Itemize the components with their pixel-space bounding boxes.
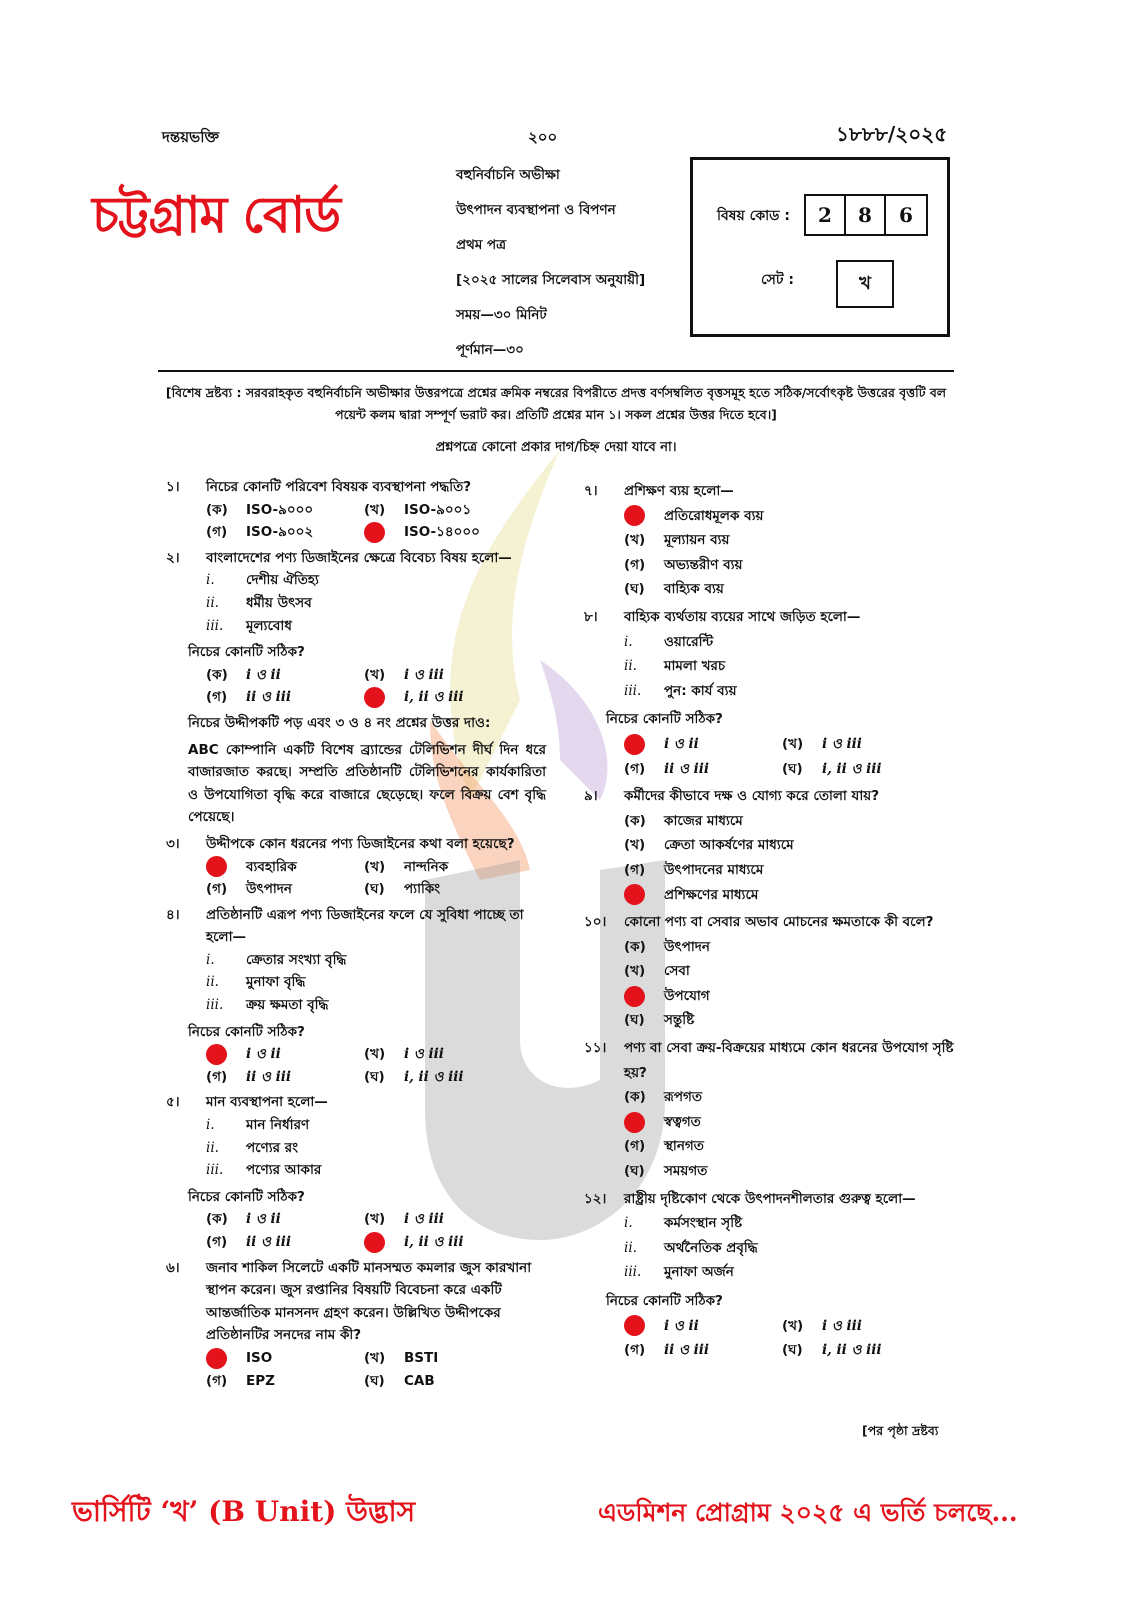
option-text: i ও iii — [822, 1317, 862, 1334]
question-text: প্রশিক্ষণ ব্যয় হলো— — [624, 483, 734, 499]
statement-text: ক্রেতার সংখ্যা বৃদ্ধি — [246, 951, 347, 968]
filled-answer-circle-icon — [624, 986, 645, 1007]
option-text: সেবা — [664, 963, 690, 980]
option-label: (গ) — [206, 689, 228, 706]
statement-item — [166, 1114, 546, 1137]
statement-text: পণ্যের আকার — [246, 1162, 322, 1179]
subject-name: উৎপাদন ব্যবস্থাপনা ও বিপণন — [456, 202, 616, 218]
question-text: নিচের কোনটি পরিবেশ বিষয়ক ব্যবস্থাপনা পদ্ধতি? — [206, 479, 472, 495]
answer-option — [624, 1159, 959, 1184]
answer-option — [624, 1085, 959, 1110]
option-label: (ক) — [624, 812, 646, 829]
option-text: i ও ii — [246, 1046, 281, 1063]
option-label: (খ) — [364, 1046, 386, 1063]
question-text: প্রতিষ্ঠানটি এরূপ পণ্য ডিজাইনের ফলে যে সুবিধা পাচ্ছে তা হলো— — [206, 906, 524, 946]
option-text: i, ii ও iii — [822, 1342, 882, 1359]
code-digit: 8 — [846, 196, 886, 234]
question-text: কোনো পণ্য বা সেবার অভাব মোচনের ক্ষমতাকে কী বলে? — [624, 914, 934, 931]
no-mark-warning: প্রশ্নপত্রে কোনো প্রকার দাগ/চিহ্ন দেয়া যাবে না। — [435, 440, 677, 455]
answer-option — [624, 528, 959, 553]
paper-part: প্রথম পত্র — [456, 237, 507, 253]
option-label: (গ) — [624, 760, 646, 777]
statement-text: মামলা খরচ — [664, 658, 726, 675]
question-stem — [166, 833, 546, 856]
exam-type: বহুনির্বাচনি অভীক্ষা — [456, 167, 560, 183]
option-text: মূল্যায়ন ব্যয় — [664, 532, 730, 549]
option-label: (গ) — [206, 881, 228, 898]
statement-numeral: i. — [206, 1117, 215, 1134]
question — [584, 784, 959, 907]
statement-item — [584, 1236, 959, 1261]
syllabus-note: [২০২৫ সালের সিলেবাস অনুযায়ী] — [456, 272, 646, 288]
answer-option — [206, 664, 364, 687]
question-number: ৩। — [166, 835, 180, 852]
question-number: ১০। — [584, 914, 607, 931]
question-stem — [584, 1036, 959, 1085]
statement-item — [166, 994, 546, 1017]
question-text: বাংলাদেশের পণ্য ডিজাইনের ক্ষেত্রে বিবেচ্য বিষয় হলো— — [206, 549, 512, 566]
filled-answer-circle-icon — [206, 1348, 227, 1369]
question-number: ৪। — [166, 906, 180, 923]
answer-option-correct — [364, 521, 546, 544]
answer-option — [782, 732, 959, 757]
question — [166, 833, 546, 901]
subject-code-box — [690, 157, 950, 337]
option-text: ISO — [246, 1349, 273, 1366]
statement-numeral: i. — [624, 633, 633, 650]
option-label: (ঘ) — [624, 581, 645, 598]
page-code: ২০০ — [528, 128, 558, 146]
option-label: (খ) — [782, 735, 804, 752]
set-label: সেট : — [761, 272, 795, 288]
question-stem — [166, 904, 546, 949]
statement-item — [166, 971, 546, 994]
subject-code-digits — [804, 194, 928, 236]
statement-item — [584, 630, 959, 655]
option-label: (ঘ) — [624, 1012, 645, 1029]
answer-option — [206, 1066, 364, 1089]
option-text: ব্যবহারিক — [246, 858, 297, 875]
answer-option — [206, 1231, 364, 1254]
paper-number: ১৮৮৮/২০২৫ — [836, 122, 948, 146]
option-label: (গ) — [624, 1342, 646, 1359]
answer-option — [364, 1347, 546, 1370]
answer-option — [624, 935, 959, 960]
option-text: i ও iii — [404, 1046, 444, 1063]
statement-numeral: ii. — [624, 1239, 637, 1256]
statement-item — [584, 1260, 959, 1285]
option-label: (ঘ) — [782, 1342, 803, 1359]
answer-option — [624, 1134, 959, 1159]
option-text: i ও iii — [404, 1211, 444, 1228]
option-text: প্যাকিং — [404, 881, 441, 898]
option-label: (গ) — [624, 556, 646, 573]
option-text: i ও ii — [664, 1317, 699, 1334]
option-label: (ক) — [624, 938, 646, 955]
statement-text: ওয়ারেন্টি — [664, 633, 714, 650]
answer-options — [584, 732, 959, 781]
which-correct-prompt: নিচের কোনটি সঠিক? — [606, 1293, 723, 1309]
answer-options — [166, 856, 546, 901]
question-number: ৮। — [584, 608, 598, 625]
question-number: ৬। — [166, 1259, 180, 1276]
option-text: ISO-৯০০০ — [246, 501, 314, 518]
option-label: (গ) — [206, 1372, 228, 1389]
option-text: সময়গত — [664, 1163, 708, 1180]
statement-item — [166, 592, 546, 615]
option-text: ISO-৯০০১ — [404, 501, 472, 518]
option-label: (খ) — [624, 963, 646, 980]
statement-numeral: ii. — [206, 974, 219, 991]
question-text: উদ্দীপকে কোন ধরনের পণ্য ডিজাইনের কথা বলা হয়েছে? — [206, 835, 515, 852]
filled-answer-circle-icon — [206, 1044, 227, 1065]
which-correct-prompt: নিচের কোনটি সঠিক? — [188, 644, 305, 661]
footer-left-promo: ভার্সিটি ‘খ’ (B Unit) উদ্ভাস — [72, 1495, 416, 1528]
option-label: (খ) — [364, 1349, 386, 1366]
statement-item — [166, 569, 546, 592]
question — [166, 1091, 546, 1253]
statement-text: পণ্যের রং — [246, 1139, 299, 1156]
statement-numeral: iii. — [206, 617, 224, 634]
answer-option-correct — [364, 1231, 546, 1254]
filled-answer-circle-icon — [364, 1232, 385, 1253]
option-label: (গ) — [624, 1138, 646, 1155]
option-text: উৎপাদন — [664, 938, 710, 955]
filled-answer-circle-icon — [624, 1112, 645, 1133]
statement-text: ধর্মীয় উৎসব — [246, 594, 312, 611]
option-label: (ঘ) — [624, 1163, 645, 1180]
option-text: ii ও iii — [664, 760, 709, 777]
full-marks: পূর্ণমান—৩০ — [456, 342, 524, 358]
option-text: উৎপাদনের মাধ্যমে — [664, 861, 764, 878]
header-left-text: দন্তয়ভক্তি — [162, 128, 220, 146]
question — [166, 547, 546, 709]
statement-item — [584, 654, 959, 679]
option-text: ISO-৯০০২ — [246, 524, 314, 541]
option-text: ii ও iii — [246, 1068, 291, 1085]
statement-numeral: ii. — [624, 658, 637, 675]
question-stem — [166, 1091, 546, 1114]
statement-numeral: iii. — [624, 1264, 642, 1281]
statement-item — [584, 1211, 959, 1236]
board-title: চট্টগ্রাম বোর্ড — [92, 185, 341, 244]
question-stem — [584, 784, 959, 809]
answer-option — [206, 686, 364, 709]
statement-text: ক্রয় ক্ষমতা বৃদ্ধি — [246, 997, 329, 1014]
answer-option-correct — [206, 1043, 364, 1066]
option-text: i ও ii — [246, 1211, 281, 1228]
question-number: ১১। — [584, 1040, 607, 1057]
answer-options — [166, 499, 546, 544]
question-text: বাহ্যিক ব্যর্থতায় ব্যয়ের সাথে জড়িত হলো— — [624, 608, 861, 625]
answer-option — [782, 1338, 959, 1363]
option-text: প্রশিক্ষণের মাধ্যমে — [664, 886, 759, 903]
statement-text: পুন: কার্য ব্যয় — [664, 682, 737, 699]
answer-options — [584, 809, 959, 907]
statement-text: মুনাফা অর্জন — [664, 1264, 734, 1281]
option-text: কাজের মাধ্যমে — [664, 812, 743, 829]
which-correct-prompt: নিচের কোনটি সঠিক? — [606, 711, 723, 728]
answer-option — [364, 664, 546, 687]
answer-option — [624, 1008, 959, 1033]
filled-answer-circle-icon — [624, 1315, 645, 1336]
statement-numeral: iii. — [624, 682, 642, 699]
answer-options — [166, 1043, 546, 1088]
answer-option-correct — [624, 883, 959, 908]
question — [584, 605, 959, 781]
filled-answer-circle-icon — [624, 884, 645, 905]
option-label: (গ) — [206, 524, 228, 541]
option-label: (ঘ) — [782, 760, 803, 777]
option-text: i, ii ও iii — [822, 760, 882, 777]
answer-option — [364, 1370, 546, 1393]
question-text: মান ব্যবস্থাপনা হলো— — [206, 1094, 328, 1111]
option-text: ii ও iii — [246, 689, 291, 706]
option-text: i ও iii — [404, 666, 444, 683]
answer-options — [584, 504, 959, 602]
option-label: (গ) — [206, 1068, 228, 1085]
answer-option — [364, 856, 546, 879]
question-stem — [166, 547, 546, 570]
stimulus-intro: নিচের উদ্দীপকটি পড় এবং ৩ ও ৪ নং প্রশ্নের উত্তর দাও: — [188, 714, 491, 731]
statement-text: মুনাফা বৃদ্ধি — [246, 974, 306, 991]
option-label: (ক) — [206, 501, 228, 518]
answer-option — [206, 499, 364, 522]
option-label: (খ) — [782, 1317, 804, 1334]
answer-options — [166, 1208, 546, 1253]
option-text: রূপগত — [664, 1089, 702, 1106]
statement-item — [584, 679, 959, 704]
option-text: স্বত্বগত — [664, 1113, 701, 1130]
option-text: CAB — [404, 1372, 435, 1389]
option-label: (খ) — [364, 666, 386, 683]
option-label: (ঘ) — [364, 1068, 385, 1085]
option-label: (খ) — [364, 858, 386, 875]
question-number: ৯। — [584, 788, 598, 805]
option-label: (ক) — [206, 1211, 228, 1228]
option-text: প্রতিরোধমূলক ব্যয় — [664, 507, 764, 524]
statement-item — [166, 949, 546, 972]
option-text: BSTI — [404, 1349, 439, 1366]
answer-option-correct — [624, 984, 959, 1009]
exam-info — [456, 164, 645, 374]
statement-numeral: i. — [624, 1215, 633, 1232]
option-text: i, ii ও iii — [404, 1068, 464, 1085]
option-text: EPZ — [246, 1372, 275, 1389]
question — [584, 479, 959, 602]
question-text: কর্মীদের কীভাবে দক্ষ ও যোগ্য করে তোলা যায়? — [624, 788, 880, 805]
option-text: ii ও iii — [246, 1234, 291, 1250]
special-instruction: [বিশেষ দ্রষ্টব্য : সরবরাহকৃত বহুনির্বাচনি অভীক্ষার উত্তরপত্রে প্রশ্নের ক্রমিক নম্বরের বিপরীতে প্রদত্ত বর্ণসম্বলিত বৃত্তসমূহ হতে সঠিক/সর্বোৎকৃষ্ট উত্তরের বৃত্তটি বল পয়েন্ট কলম দ্বারা সম্পূর্ণ ভরাট কর। প্রতিটি প্রশ্নের মান ১। সকল প্রশ্নের উত্তর দিতে হবে।] — [165, 385, 947, 422]
filled-answer-circle-icon — [364, 522, 385, 543]
question-stem — [584, 1187, 959, 1212]
answer-option — [364, 1043, 546, 1066]
answer-options — [584, 935, 959, 1033]
option-label: (ক) — [624, 1089, 646, 1106]
option-text: i ও ii — [664, 735, 699, 752]
answer-option — [364, 1208, 546, 1231]
code-digit: 2 — [806, 196, 846, 234]
question — [584, 910, 959, 1033]
answer-option — [624, 1338, 782, 1363]
question-number: ১২। — [584, 1190, 607, 1207]
answer-option-correct — [624, 732, 782, 757]
answer-option — [782, 1314, 959, 1339]
answer-option — [206, 1208, 364, 1231]
option-label: (গ) — [624, 861, 646, 878]
statement-numeral: ii. — [206, 594, 219, 611]
statement-text: মান নির্ধারণ — [246, 1117, 310, 1134]
answer-option-correct — [624, 504, 959, 529]
question-number: ৫। — [166, 1094, 180, 1111]
filled-answer-circle-icon — [364, 687, 385, 708]
question-number: ১। — [166, 479, 180, 495]
answer-option — [206, 878, 364, 901]
option-text: উপযোগ — [664, 987, 710, 1004]
answer-option — [364, 878, 546, 901]
statement-numeral: iii. — [206, 1162, 224, 1179]
answer-option — [624, 809, 959, 834]
answer-option-correct — [206, 1347, 364, 1370]
answer-option — [364, 499, 546, 522]
option-text: i ও iii — [822, 735, 862, 752]
which-correct-prompt: নিচের কোনটি সঠিক? — [188, 1188, 305, 1205]
question-text: রাষ্ট্রীয় দৃষ্টিকোণ থেকে উৎপাদনশীলতার গুরুত্ব হলো— — [624, 1190, 916, 1207]
option-text: বাহ্যিক ব্যয় — [664, 581, 724, 598]
option-text: ISO-১৪০০০ — [404, 524, 480, 541]
filled-answer-circle-icon — [206, 856, 227, 877]
option-text: i ও ii — [246, 666, 281, 683]
statement-item — [166, 1159, 546, 1182]
question-stem — [584, 479, 959, 504]
statement-text: দেশীয় ঐতিহ্য — [246, 572, 319, 589]
answer-options — [584, 1314, 959, 1363]
answer-options — [166, 1347, 546, 1392]
code-digit: 6 — [899, 203, 913, 227]
statement-item — [166, 615, 546, 638]
answer-options — [584, 1085, 959, 1183]
answer-option — [206, 1370, 364, 1393]
statement-text: অর্থনৈতিক প্রবৃদ্ধি — [664, 1239, 758, 1256]
next-page-note: [পর পৃষ্ঠা দ্রষ্টব্য — [862, 1423, 939, 1438]
option-text: নান্দনিক — [404, 858, 449, 875]
option-label: (ক) — [206, 666, 228, 683]
option-text: অভ্যন্তরীণ ব্যয় — [664, 556, 743, 573]
option-label: (খ) — [624, 532, 646, 549]
option-label: (খ) — [364, 501, 386, 518]
statement-numeral: i. — [206, 572, 215, 589]
answer-option — [206, 521, 364, 544]
which-correct-prompt: নিচের কোনটি সঠিক? — [188, 1023, 305, 1040]
question — [584, 1036, 959, 1184]
answer-option — [624, 858, 959, 883]
statement-numeral: i. — [206, 951, 215, 968]
statement-numeral: iii. — [206, 997, 224, 1014]
answer-option — [624, 959, 959, 984]
answer-option-correct — [624, 1110, 959, 1135]
question-stem — [166, 476, 546, 499]
question-number: ২। — [166, 549, 180, 566]
answer-option — [624, 553, 959, 578]
answer-option-correct — [624, 1314, 782, 1339]
answer-options — [166, 664, 546, 709]
question-text: পণ্য বা সেবা ক্রয়-বিক্রয়ের মাধ্যমে কোন ধরনের উপযোগ সৃষ্টি হয়? — [624, 1040, 954, 1081]
question — [166, 476, 546, 544]
answer-option — [624, 757, 782, 782]
option-text: ক্রেতা আকর্ষণের মাধ্যমে — [664, 837, 794, 854]
left-column — [166, 476, 546, 1395]
filled-answer-circle-icon — [624, 505, 645, 526]
question-stem — [166, 1257, 546, 1347]
option-label: (খ) — [624, 837, 646, 854]
answer-option — [624, 577, 959, 602]
divider — [158, 370, 954, 372]
question — [584, 1187, 959, 1363]
statement-text: মূল্যবোধ — [246, 617, 292, 634]
time-limit: সময়—৩০ মিনিট — [456, 307, 547, 323]
answer-option — [624, 833, 959, 858]
option-label: (গ) — [206, 1234, 228, 1250]
option-text: i, ii ও iii — [404, 1234, 464, 1250]
answer-option — [364, 1066, 546, 1089]
option-label: (ঘ) — [364, 881, 385, 898]
subject-code-label: বিষয় কোড : — [717, 208, 790, 224]
option-text: স্থানগত — [664, 1138, 704, 1155]
question-stem — [584, 605, 959, 630]
stimulus-block — [166, 712, 546, 829]
stimulus-text: ABC কোম্পানি একটি বিশেষ ব্র্যান্ডের টেলিভিশন দীর্ঘ দিন ধরে বাজারজাত করছে। সম্প্রতি প্রতিষ্ঠানটি টেলিভিশনের কার্যকারিতা ও উপযোগিতা বৃদ্ধি করে বাজারে ছেড়েছে। ফলে বিক্রয় বেশ বৃদ্ধি পেয়েছে। — [188, 741, 546, 826]
option-text: i, ii ও iii — [404, 689, 464, 706]
question-number: ৭। — [584, 483, 598, 499]
option-label: (খ) — [364, 1211, 386, 1228]
statement-numeral: ii. — [206, 1139, 219, 1156]
footer-right-promo: এডমিশন প্রোগ্রাম ২০২৫ এ ভর্তি চলছে... — [598, 1498, 1018, 1527]
option-label: (ঘ) — [364, 1372, 385, 1389]
option-text: উৎপাদন — [246, 881, 292, 898]
question — [166, 904, 546, 1089]
answer-option — [782, 757, 959, 782]
answer-option-correct — [206, 856, 364, 879]
set-value: খ — [836, 260, 894, 308]
question-stem — [584, 910, 959, 935]
option-text: সন্তুষ্টি — [664, 1012, 695, 1029]
question — [166, 1257, 546, 1393]
filled-answer-circle-icon — [624, 734, 645, 755]
answer-option-correct — [364, 686, 546, 709]
statement-text: কর্মসংস্থান সৃষ্টি — [664, 1215, 743, 1232]
right-column — [584, 479, 959, 1366]
question-text: জনাব শাকিল সিলেটে একটি মানসম্মত কমলার জুস কারখানা স্থাপন করেন। জুস রপ্তানির বিষয়টি বিবেচনা করে একটি আন্তর্জাতিক মানসনদ গ্রহণ করেন। উল্লিখিত উদ্দীপকের প্রতিষ্ঠানটির সনদের নাম কী? — [206, 1259, 532, 1344]
statement-item — [166, 1137, 546, 1160]
option-text: ii ও iii — [664, 1342, 709, 1359]
